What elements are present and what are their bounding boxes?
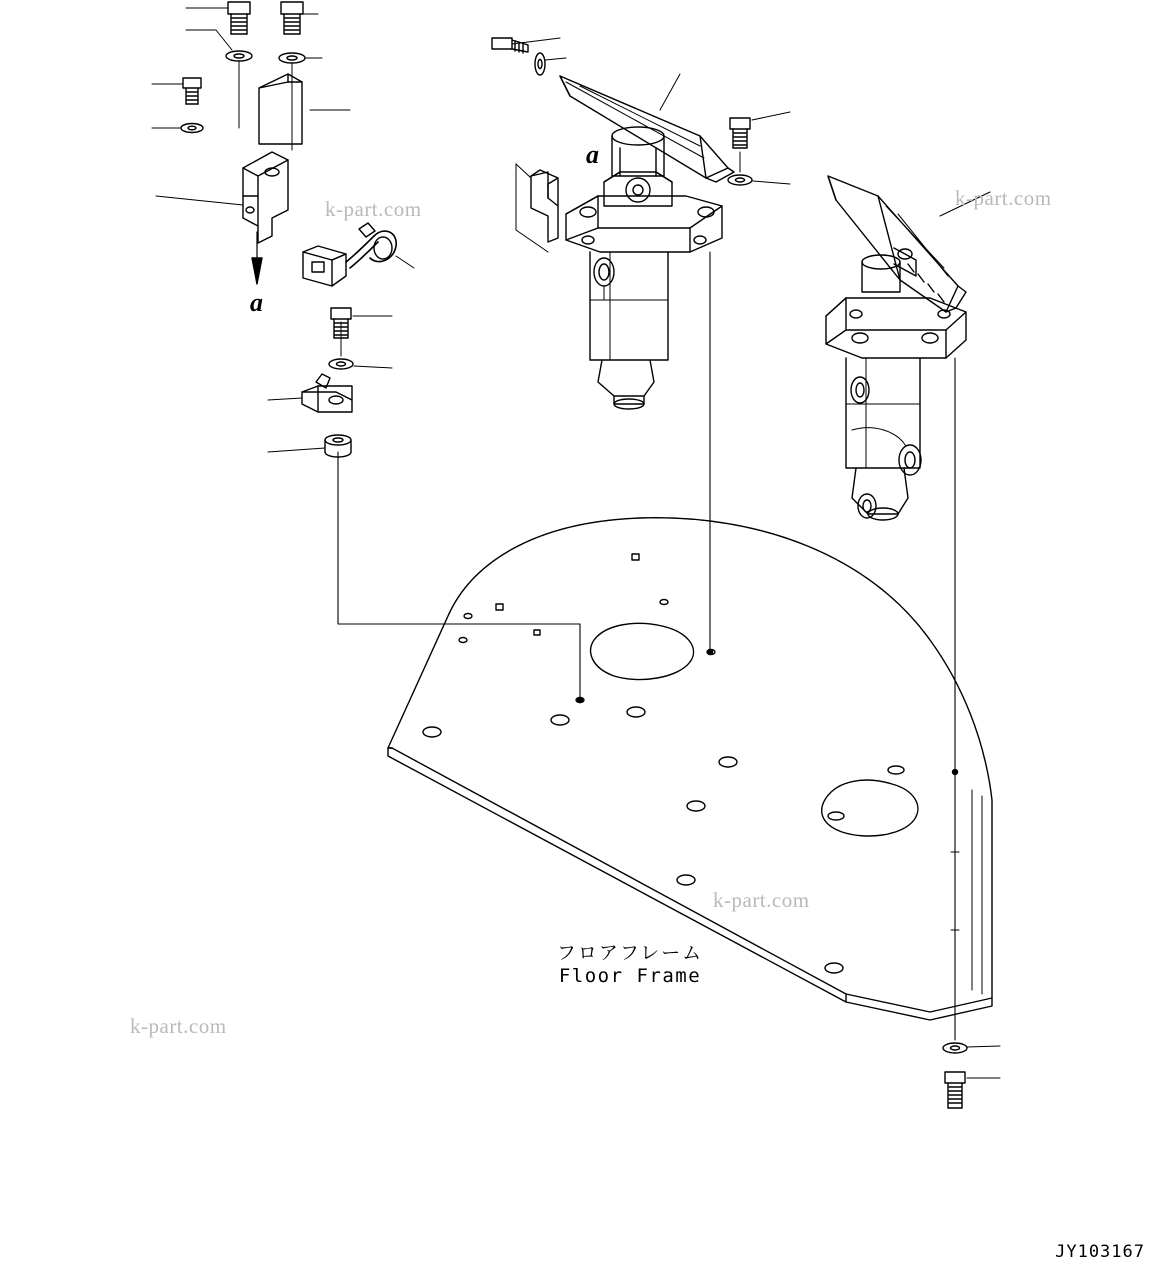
figure-caption (520, 938, 740, 987)
cover-block (259, 74, 302, 144)
bolt-bottom-right (945, 1072, 965, 1108)
washer-center-top (535, 53, 545, 75)
washer-upper-left-2 (279, 53, 305, 63)
caption-english: Floor Frame (558, 965, 702, 987)
bolt-center-top (492, 38, 528, 53)
switch-connector (303, 246, 346, 286)
bolt-upper-left-2 (281, 2, 303, 34)
washer-lower-left (329, 359, 353, 369)
bolt-left-small (183, 78, 201, 104)
washer-upper-left-1 (226, 51, 252, 61)
bolt-center-right (730, 118, 750, 148)
caption-japanese: フロアフレーム (556, 942, 704, 964)
watermark-2: k-part.com (955, 186, 1052, 210)
washer-bottom-right (943, 1043, 967, 1053)
callout-a-left: a (250, 288, 263, 317)
bolt-upper-left-1 (228, 2, 250, 34)
washer-left-small (181, 124, 203, 133)
watermark-3: k-part.com (713, 888, 810, 912)
drawing-number: JY103167 (1055, 1242, 1145, 1262)
bracket-left (243, 152, 288, 243)
washer-center-right (728, 175, 752, 185)
watermark-4: k-part.com (130, 1014, 227, 1038)
sensor-bracket (531, 170, 558, 242)
clamp-plate (302, 374, 352, 412)
cable-clamp (346, 223, 396, 268)
watermark-1: k-part.com (325, 197, 422, 221)
callout-a-center: a (586, 140, 599, 169)
pedal-valve-right (826, 248, 966, 520)
